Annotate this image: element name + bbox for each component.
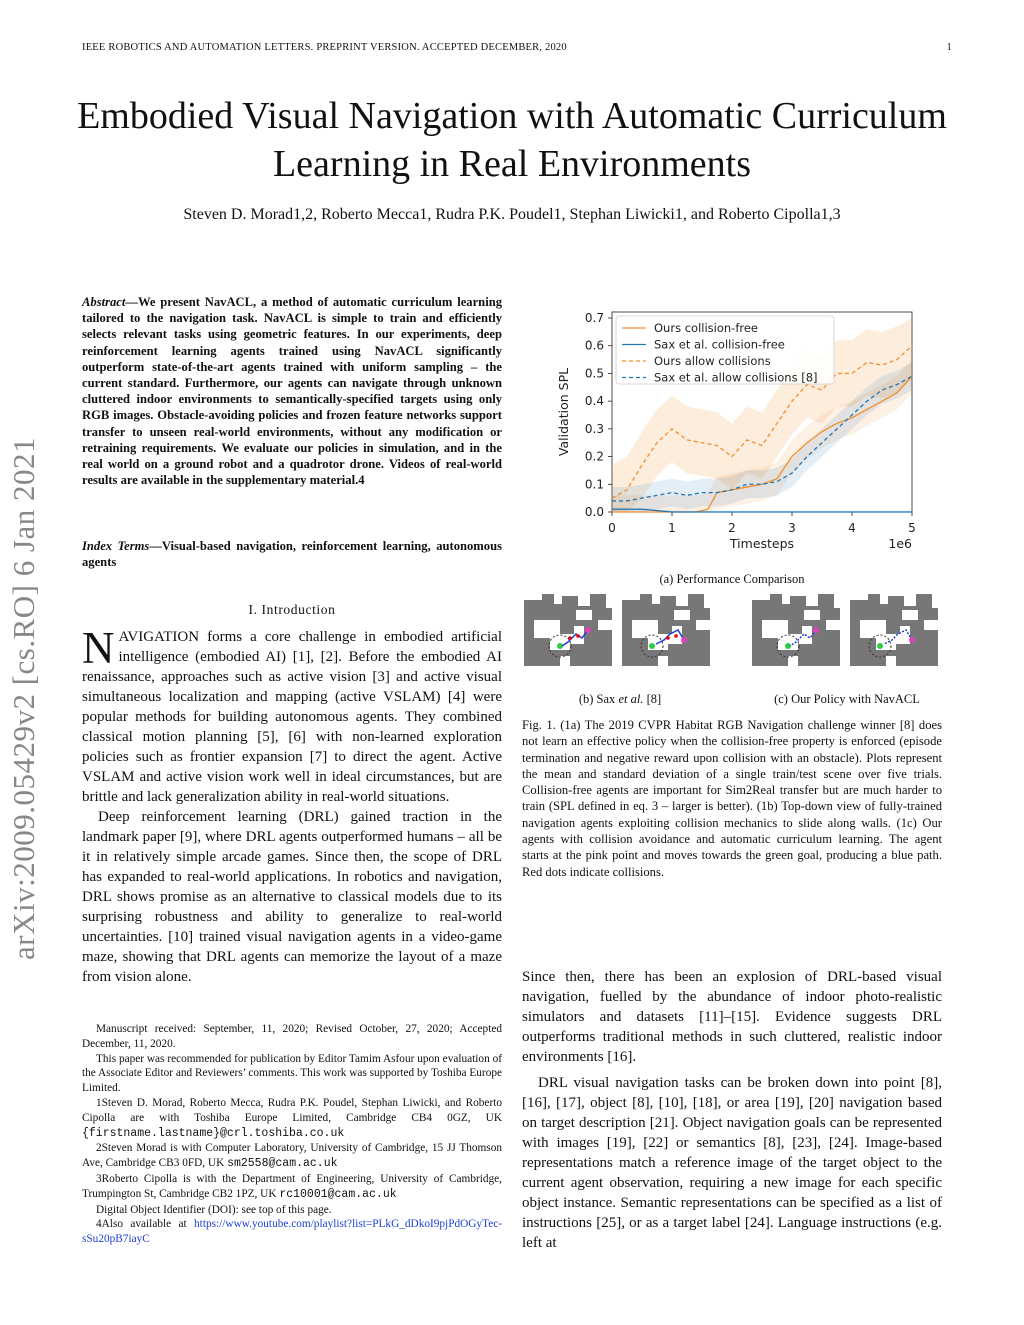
author-list: Steven D. Morad1,2, Roberto Mecca1, Rudra P.K. Poudel1, Stephan Liwicki1, and Roberto Cipolla1,3	[183, 206, 841, 223]
footnote-4: 4Also available at https://www.youtube.com/playlist?list=PLkG_dDkoI9pjPdOGyTec-sSu20pB7iayC	[82, 1218, 502, 1246]
caption-c: (c) Our Policy with NavACL	[774, 692, 920, 706]
y-tick-label: 0.3	[584, 421, 604, 436]
caption-b: (b) Sax et al. [8]	[578, 692, 662, 706]
arxiv-stamp: arXiv:2009.05429v2 [cs.RO] 6 Jan 2021	[6, 436, 41, 960]
footnote-received: Manuscript received: September, 11, 2020; Revised October, 27, 2020; Accepted December, 11, 2020.	[82, 1023, 502, 1050]
maze-thumbnail	[520, 590, 616, 670]
legend-entry: Ours allow collisions	[654, 354, 771, 368]
paper-title: Embodied Visual Navigation with Automatic Curriculum Learning in Real Environments	[77, 95, 947, 185]
abstract	[82, 294, 502, 488]
journal-line: IEEE ROBOTICS AND AUTOMATION LETTERS. PREPRINT VERSION. ACCEPTED DECEMBER, 2020	[82, 42, 567, 53]
x-tick-label: 4	[848, 521, 856, 535]
maze-thumbnail	[618, 590, 714, 670]
y-tick-label: 0.7	[584, 311, 604, 325]
intro-paragraph-1: AVIGATION forms a core challenge in embodied artificial intelligence (embodied AI) [1], [2]. Before the embodied AI renaissance, approaches such as active vision [3] and active visual simultaneous localization and mapping (active VSLAM) [4] were popular methods for building autonomous agents. They combined classical motion planning [5], [6] with non-learned exploration policies such as frontier expansion [7] to direct the agent. Active VSLAM and active vision work well in ideal circumstances, but are brittle and lack generalization ability in real-world situations.	[82, 629, 502, 805]
footnote-1: 1Steven D. Morad, Roberto Mecca, Rudra P.K. Poudel, Stephan Liwicki, and Roberto Cipolla are with Toshiba Europe Limited, Cambridge CB4 0GZ, UK {firstname.lastname}@crl.toshiba.co.uk	[82, 1096, 502, 1140]
index-terms	[82, 538, 502, 570]
email-1[interactable]: {firstname.lastname}@crl.toshiba.co.uk	[82, 1126, 345, 1140]
caption-a: (a) Performance Comparison	[659, 572, 805, 586]
y-tick-label: 0.2	[584, 449, 604, 464]
drop-cap: N	[82, 623, 115, 673]
section-heading: I. Introduction	[248, 602, 336, 617]
right-paragraph-1: Since then, there has been an explosion of DRL-based visual navigation, fuelled by the abundance of indoor photo-realistic simulators and datasets [11]–[15]. Evidence suggests DRL outperforms traditional methods in such cluttered, realistic indoor environments [16].	[522, 969, 942, 1065]
x-axis-label: Timesteps	[729, 536, 795, 551]
x-tick-label: 3	[788, 521, 796, 535]
intro-paragraph-2: Deep reinforcement learning (DRL) gained traction in the landmark paper [9], where DRL agents outperformed humans – all be it in relatively simple arcade games. Since then, the scope of DRL has expanded to real-world applications. In robotics and navigation, DRL shows promise as an alternative to classical models due to its surprising robustness and ability to generalize to real-world uncertainties. [10] trained visual navigation agents in a video-game maze, showing that DRL agents can memorize the layout of a maze from vision alone.	[82, 809, 502, 985]
running-header	[82, 42, 952, 53]
footnotes	[82, 1022, 502, 1247]
video-link[interactable]: https://www.youtube.com/playlist?list=PLkG_dDkoI9pjPdOGyTec-sSu20pB7iayC	[82, 1218, 502, 1246]
footnote-2: 2Steven Morad is with Computer Laboratory, University of Cambridge, 15 JJ Thomson Ave, Cambridge CB3 0FD, UK sm2558@cam.ac.uk	[82, 1142, 502, 1171]
email-2[interactable]: sm2558@cam.ac.uk	[227, 1157, 338, 1171]
page-number: 1	[946, 42, 952, 53]
x-tick-label: 0	[608, 521, 616, 535]
x-tick-label: 5	[908, 521, 916, 535]
y-tick-label: 0.0	[584, 505, 604, 519]
y-tick-label: 0.1	[584, 477, 604, 492]
x-scale-label: 1e6	[888, 536, 912, 551]
index-terms-text: —Visual-based navigation, reinforcement learning, autonomous agents	[82, 539, 502, 570]
figure-caption: Fig. 1. (1a) The 2019 CVPR Habitat RGB Navigation challenge winner [8] does not learn an effective policy when the collision-free property is enforced (episode termination and negative reward upon collision with an obstacle). Plots represent the mean and standard deviation of a single train/test scene over five trials. Collision-free agents are important for Sim2Real transfer but are much harder to train (SPL defined in eq. 3 – larger is better). (1b) Top-down view of fully-trained navigation agents exploiting collision mechanics to slide along walls. (1c) Our agents with collision avoidance and automatic curriculum learning. The agent starts at the pink point and moves towards the green goal, producing a blue path. Red dots indicate collisions.	[522, 718, 942, 879]
footnote-recommended: This paper was recommended for publication by Editor Tamim Asfour upon evaluation of the Associate Editor and Reviewers’ comments. This work was supported by Toshiba Europe Limited.	[82, 1052, 502, 1095]
y-tick-label: 0.4	[584, 394, 604, 409]
maze-thumbnails	[520, 590, 944, 676]
footnote-3: 3Roberto Cipolla is with the Department of Engineering, University of Cambridge, Trumpington St, Cambridge CB2 1PZ, UK rc10001@cam.ac.uk	[82, 1172, 502, 1201]
footnote-doi: Digital Object Identifier (DOI): see top of this page.	[96, 1203, 332, 1216]
abstract-text: —We present NavACL, a method of automatic curriculum learning tailored to the navigation task. NavACL is simple to train and efficiently selects relevant tasks using geometric features. In our experiments, deep reinforcement learning agents trained using NavACL significantly outperform state-of-the-art agents trained with uniform sampling – the current standard. Furthermore, our agents can navigate through unknown cluttered indoor environments to semantically-specified targets using only RGB images. Obstacle-avoiding policies and frozen feature networks support transfer to unseen real-world environments, without any modification or retraining requirements. We evaluate our policies in simulation, and in the real world on a ground robot and a quadrotor drone. Videos of real-world results are available in the supplementary material.4	[82, 295, 502, 488]
x-tick-label: 2	[728, 521, 736, 535]
y-tick-label: 0.5	[584, 366, 604, 381]
maze-thumbnail	[748, 590, 844, 670]
intro-body	[82, 623, 502, 987]
performance-chart	[552, 300, 932, 570]
y-axis-label: Validation SPL	[556, 367, 571, 457]
legend-entry: Sax et al. collision-free	[654, 337, 785, 352]
index-terms-label: Index Terms	[82, 539, 150, 553]
legend-entry: Sax et al. allow collisions [8]	[654, 370, 818, 385]
right-column-body	[522, 967, 942, 1253]
legend-entry: Ours collision-free	[654, 321, 758, 335]
abstract-label: Abstract	[82, 295, 126, 309]
x-tick-label: 1	[668, 521, 676, 535]
y-tick-label: 0.6	[584, 338, 604, 353]
right-paragraph-2: DRL visual navigation tasks can be broken down into point [8], [16], [17], object [8], [10], [18], or area [19], [20] navigation based on target description [21]. Object navigation goals can be represented with images [19], [22] or semantics [8], [23], [24]. Image-based representations match a reference image of the target object to the current agent observation, requiring a new image for each specific object instance. Semantic representations can be specified as a list of instructions [25], or as a target label [24]. Language instructions (e.g. left at	[522, 1075, 942, 1251]
maze-thumbnail	[846, 590, 942, 670]
email-3[interactable]: rc10001@cam.ac.uk	[279, 1187, 397, 1201]
